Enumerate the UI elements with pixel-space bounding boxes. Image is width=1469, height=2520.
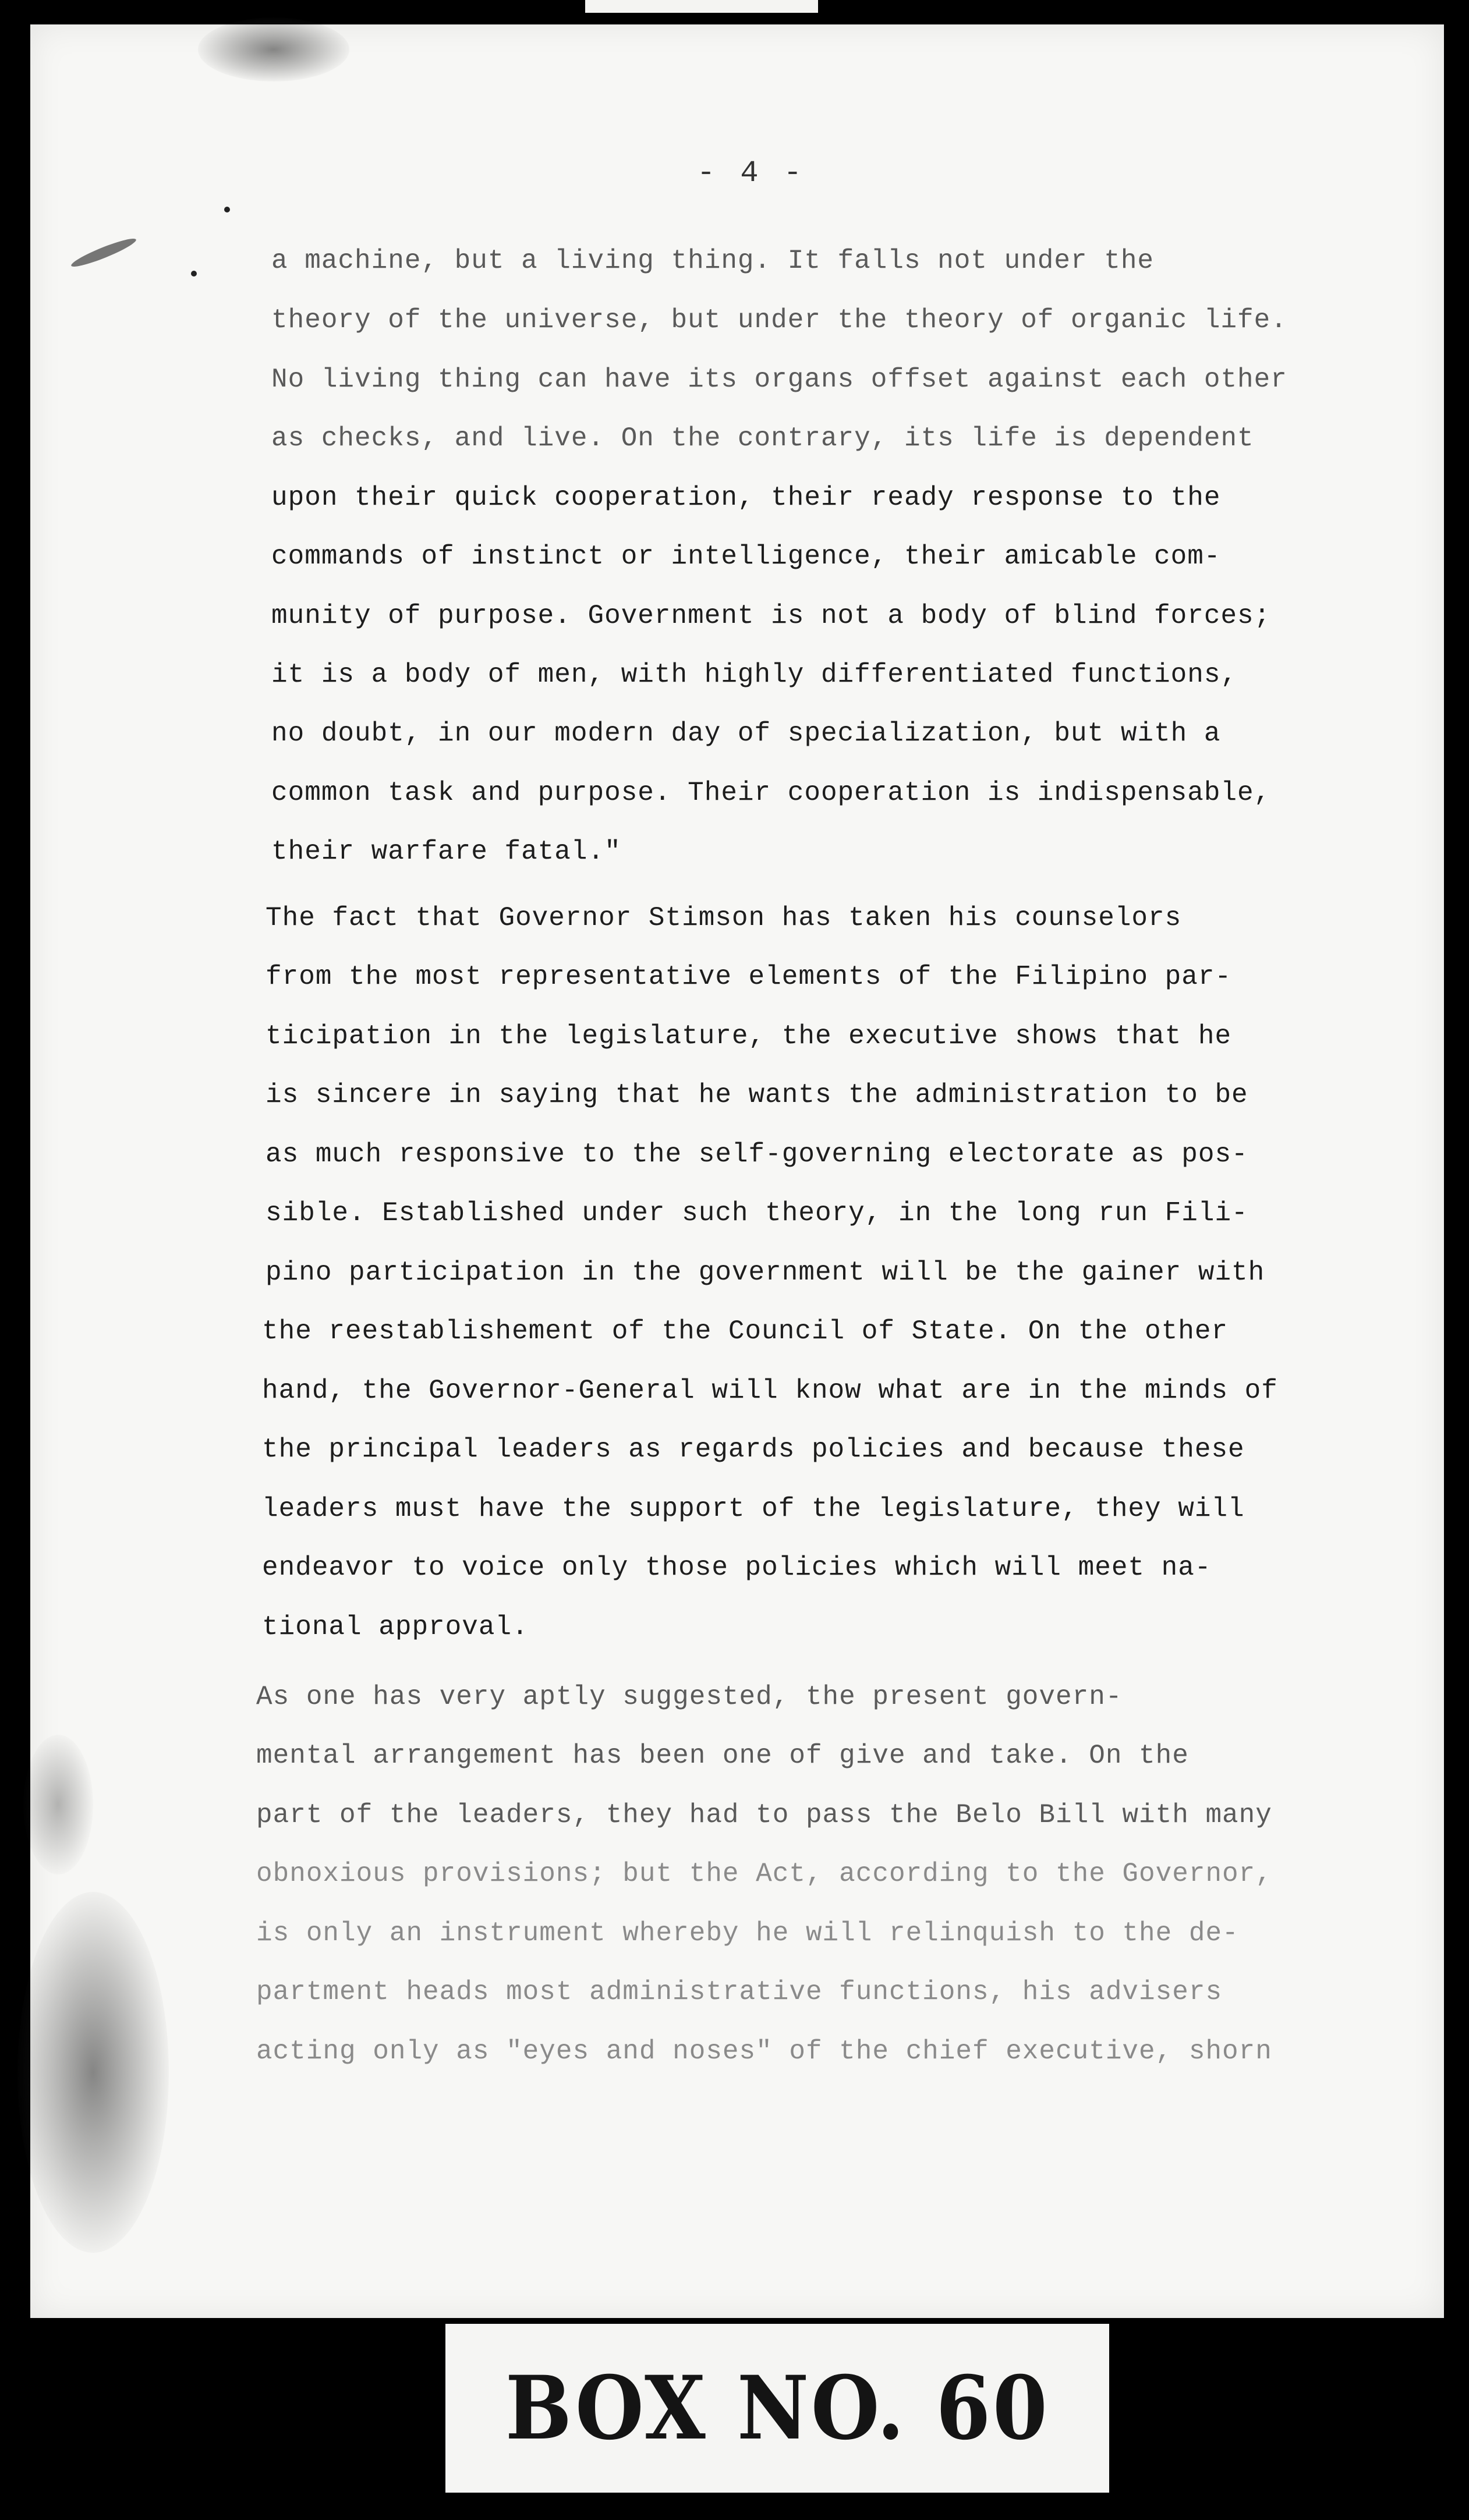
- text-line: as checks, and live. On the contrary, its life is dependent: [271, 423, 1254, 453]
- text-line: mental arrangement has been one of give and take. On the: [256, 1741, 1189, 1771]
- text-line: theory of the universe, but under the theory of organic life.: [271, 305, 1287, 335]
- punch-dot: [191, 271, 197, 277]
- box-label-text: BOX NO. 60: [505, 2357, 1050, 2459]
- text-line: tional approval.: [262, 1612, 529, 1642]
- text-line: commands of instinct or intelligence, their amicable com-: [271, 541, 1221, 572]
- text-line: endeavor to voice only those policies which will meet na-: [262, 1553, 1212, 1583]
- text-line: pino participation in the government will be the gainer with: [266, 1257, 1265, 1288]
- text-line: No living thing can have its organs offset against each other: [271, 364, 1287, 395]
- text-line: their warfare fatal.": [271, 837, 621, 867]
- text-line: upon their quick cooperation, their ready response to the: [271, 483, 1221, 513]
- box-label: [445, 2324, 1109, 2493]
- punch-dot: [224, 207, 230, 212]
- text-line: munity of purpose. Government is not a body of blind forces;: [271, 601, 1271, 631]
- text-line: acting only as "eyes and noses" of the chief executive, shorn: [256, 2036, 1272, 2067]
- text-line: no doubt, in our modern day of specialization, but with a: [271, 718, 1221, 749]
- text-line: ticipation in the legislature, the executive shows that he: [266, 1021, 1232, 1051]
- text-line: is only an instrument whereby he will relinquish to the de-: [256, 1918, 1239, 1948]
- text-line: sible. Established under such theory, in the long run Fili-: [266, 1198, 1248, 1228]
- top-smudge: [198, 17, 349, 81]
- left-edge-smudge-upper: [23, 1735, 93, 1874]
- text-line: part of the leaders, they had to pass the Belo Bill with many: [256, 1800, 1272, 1830]
- text-line: from the most representative elements of the Filipino par-: [266, 962, 1232, 992]
- text-line: leaders must have the support of the legislature, they will: [262, 1494, 1245, 1524]
- left-edge-smudge: [17, 1892, 169, 2253]
- text-line: common task and purpose. Their cooperation is indispensable,: [271, 778, 1271, 808]
- text-line: is sincere in saying that he wants the administration to be: [266, 1080, 1248, 1110]
- text-line: the reestablishement of the Council of State. On the other: [262, 1316, 1229, 1346]
- text-line: obnoxious provisions; but the Act, according to the Governor,: [256, 1859, 1272, 1889]
- text-line: the principal leaders as regards policies and because these: [262, 1434, 1245, 1465]
- top-paper-edge: [585, 0, 818, 13]
- text-line: as much responsive to the self-governing electorate as pos-: [266, 1139, 1248, 1169]
- text-line: it is a body of men, with highly differentiated functions,: [271, 660, 1238, 690]
- text-line: As one has very aptly suggested, the present govern-: [256, 1682, 1123, 1712]
- page-number: - 4 -: [696, 156, 806, 190]
- text-line: hand, the Governor-General will know what are in the minds of: [262, 1376, 1278, 1406]
- text-line: a machine, but a living thing. It falls not under the: [271, 246, 1155, 276]
- text-line: partment heads most administrative functions, his advisers: [256, 1977, 1223, 2007]
- text-line: The fact that Governor Stimson has taken his counselors: [266, 903, 1182, 933]
